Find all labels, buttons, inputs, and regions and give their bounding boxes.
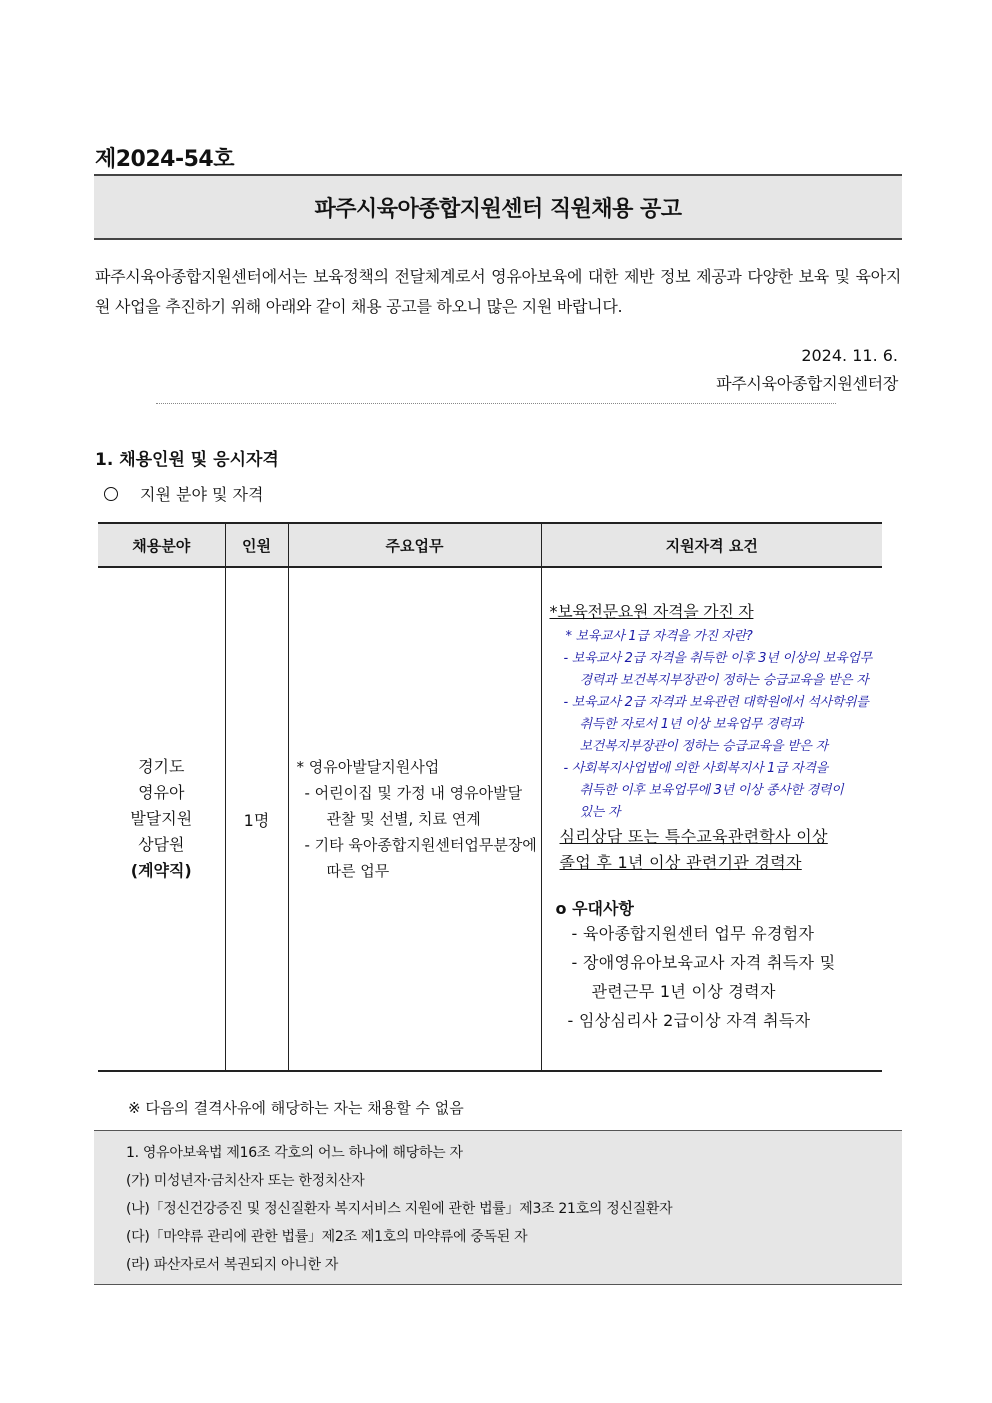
qualification-detail: 취득한 이후 보육업무에 3년 이상 종사한 경력이 <box>579 783 844 798</box>
disqualification-item: (나)「정신건강증진 및 정신질환자 복지서비스 지원에 관한 법률」제3조 21호의 정신질환자 <box>126 1201 673 1217</box>
qualification-extra: 심리상담 또는 특수교육관련학사 이상 <box>559 827 828 846</box>
intro-paragraph: 파주시육아종합지원센터에서는 보육정책의 전달체계로서 영유아보육에 대한 제반 정보 제공과 다양한 보육 및 육아지원 사업을 추진하기 위해 아래와 같이 채용 공고를 하오니 많은 지원 바랍니다. <box>95 267 901 316</box>
qualification-detail: 경력과 보건복지부장관이 정하는 승급교육을 받은 자 <box>579 673 869 688</box>
recruitment-table <box>98 522 882 1072</box>
qualification-extra: 졸업 후 1년 이상 관련기관 경력자 <box>559 853 802 872</box>
count-cell: 1명 <box>225 567 288 1071</box>
duty-main: * 영유아발달지원사업 <box>296 758 440 776</box>
qualification-detail: * 보육교사 1급 자격을 가진 자란? <box>565 629 753 644</box>
header-count: 인원 <box>225 523 288 567</box>
preference-item: - 육아종합지원센터 업무 유경험자 <box>571 924 815 943</box>
disqualification-item: (가) 미성년자·금치산자 또는 한정치산자 <box>126 1173 365 1189</box>
preference-item: 관련근무 1년 이상 경력자 <box>591 982 776 1001</box>
disqualification-item: (다)「마약류 관리에 관한 법률」제2조 제1호의 마약류에 중독된 자 <box>126 1229 528 1245</box>
disqualification-item: 1. 영유아보육법 제16조 각호의 어느 하나에 해당하는 자 <box>126 1145 463 1161</box>
field-cell <box>98 567 225 1071</box>
header-field: 채용분야 <box>98 523 225 567</box>
dotted-divider <box>156 403 836 404</box>
section-heading: 1. 채용인원 및 응시자격 <box>95 450 279 470</box>
field-line: 상담원 <box>138 835 185 854</box>
table-header-row <box>98 523 882 567</box>
qualification-detail: - 사회복지사업법에 의한 사회복지사 1급 자격을 <box>563 761 828 776</box>
field-contract: (계약직) <box>130 861 192 880</box>
qualification-detail: 있는 자 <box>579 805 621 820</box>
duties-cell <box>288 567 541 1071</box>
signer: 파주시육아종합지원센터장 <box>716 374 898 393</box>
qualification-main: *보육전문요원 자격을 가진 자 <box>549 602 754 621</box>
duty-item: 관찰 및 선별, 치료 연계 <box>326 810 481 828</box>
preference-item: - 임상심리사 2급이상 자격 취득자 <box>567 1011 811 1030</box>
field-line: 영유아 <box>138 783 185 802</box>
sub-heading <box>104 482 263 505</box>
duty-item: 따른 업무 <box>326 862 390 880</box>
preference-item: - 장애영유아보육교사 자격 취득자 및 <box>571 953 836 972</box>
disqualification-box <box>94 1130 902 1285</box>
announcement-date: 2024. 11. 6. <box>801 346 898 365</box>
duty-item: - 기타 육아종합지원센터업무분장에 <box>304 836 537 854</box>
duty-item: - 어린이집 및 가정 내 영유아발달 <box>304 784 523 802</box>
disqualification-note: ※ 다음의 결격사유에 해당하는 자는 채용할 수 없음 <box>128 1099 464 1117</box>
header-qualifications: 지원자격 요건 <box>541 523 882 567</box>
field-line: 발달지원 <box>130 809 193 828</box>
qualification-detail: - 보육교사 2급 자격과 보육관련 대학원에서 석사학위를 <box>563 695 869 710</box>
title-banner <box>94 174 902 240</box>
disqualification-item: (라) 파산자로서 복권되지 아니한 자 <box>126 1257 339 1273</box>
page-title: 파주시육아종합지원센터 직원채용 공고 <box>314 196 682 222</box>
qualification-detail: 취득한 자로서 1년 이상 보육업무 경력과 <box>579 717 803 732</box>
qualification-detail: 보건복지부장관이 정하는 승급교육을 받은 자 <box>579 739 828 754</box>
preference-title: o 우대사항 <box>555 899 634 918</box>
header-duties: 주요업무 <box>288 523 541 567</box>
qualifications-cell <box>541 567 882 1071</box>
field-line: 경기도 <box>138 757 185 776</box>
document-number: 제2024-54호 <box>95 147 234 172</box>
qualification-detail: - 보육교사 2급 자격을 취득한 이후 3년 이상의 보육업무 <box>563 651 872 666</box>
table-row <box>98 567 882 1071</box>
sub-heading-label: 지원 분야 및 자격 <box>140 485 264 504</box>
circle-bullet-icon <box>104 487 118 501</box>
